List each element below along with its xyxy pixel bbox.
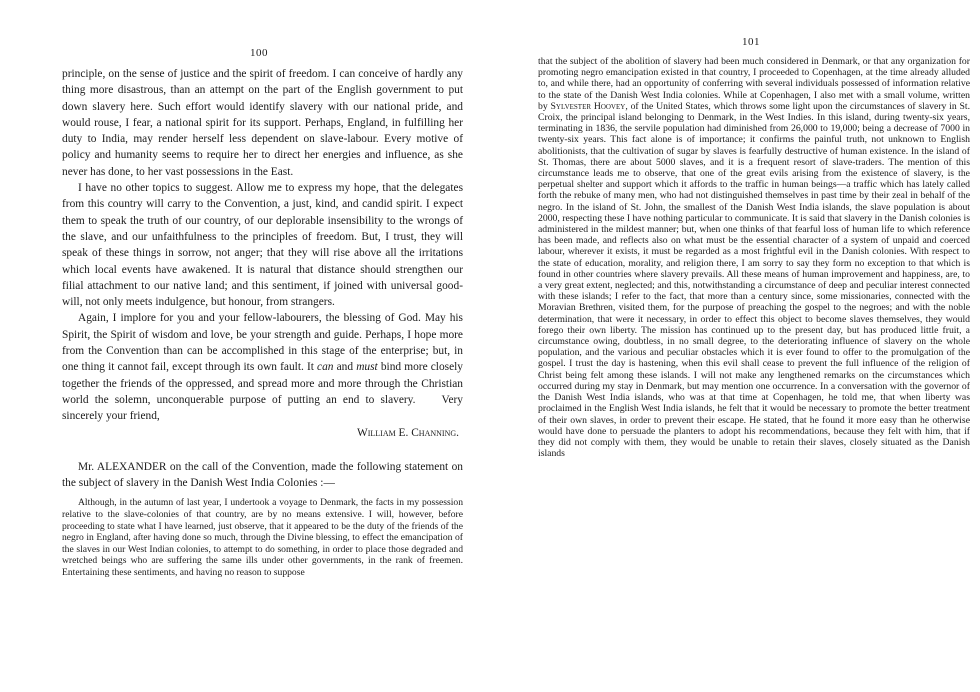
intro-paragraph: [62, 459, 463, 492]
signature-block: [62, 425, 463, 441]
emphasis-must: must: [356, 361, 378, 374]
page-number-right: 101: [742, 36, 760, 48]
left-column: [62, 66, 463, 579]
statement-text: Although, in the autumn of last year, I undertook a voyage to Denmark, the facts in my possession relative to the slave-colonies of that country, are by no means extensive. I will, however, before proceeding to state what I have learned, just observe, that it appeared to be the duty of the friends of the negro in England, after having done so much, through the Divine blessing, to effect the emancipation of the slaves in our West Indian colonies, to attempt to do something, in order to place those degraded and wretched beings who are suffering the same ills under other governments, in the rank of freemen. Entertaining these sentiments, and having no reason to suppose: [62, 497, 463, 578]
signature-name: William E. Channing.: [356, 426, 459, 439]
statement-text-b: of the United States, which throws some light upon the circumstances of slavery in St. Croix, the principal island belonging to Denmark, in the West Indies. In this island, during twenty-six years, terminating in 1836, the servile population had diminished from 26,000 to 19,000; being a decrease of 7000 in twenty-six years. This fact alone is of importance; it confirms the painful truth, not unknown to English abolitionists, that the cultivation of sugar by slaves is fearfully destructive of human existence. In the island of St. Thomas, there are about 5000 slaves, and it is a frequent resort of slave-traders. The mention of this circumstance leads me to observe, that one of the great evils arising from the existence of slavery, is the perpetual shelter and support which it affords to the traffic in human beings—a traffic which has lately called forth the rebuke of many men, who had not distinguished themselves in past time by their zeal in behalf of the negro. In the island of St. John, the smallest of the Danish West India islands, the slave population is about 2000, respecting these I have nothing particular to communicate. It is said that slavery in the Danish colonies is administered in the mildest manner; but, when one thinks of that fearful loss of human life to which reference has been made, and reflects also on what must be the essential character of a system of unpaid and coerced labour, wherever it exists, it must be regarded as a most frightful evil in the Danish colonies. With respect to the state of education, morality, and religion there, I am sorry to say they form no exception to that which is found in other countries where slavery prevails. All these means of human improvement and happiness, are, to a very great extent, neglected; and this, notwithstanding a circumstance of deep and peculiar interest connected with these islands; I refer to the fact, that more than a century since, some missionaries, connected with the Moravian Brethren, visited them, for the purpose of preaching the gospel to the negroes; and with the noble determination, that were it necessary, in order to effect this object to become slaves themselves, they would forego their own liberty. The mission has continued up to the present day, but has produced little fruit, a circumstance owing, doubtless, in no small degree, to the deteriorating influence of slavery on the whole population, and the various and peculiar obstacles which it is ever found to offer to the promulgation of the gospel. I trust the day is hastening, when this evil shall cease to prevent the full influence of the religion of Christ being felt among these islands. I will not make any lengthened remarks on the circumstances which occurred during my stay in Denmark, but may mention one occurrence. In a conversation with the governor of the Danish West India islands, who was at that time at Copenhagen, he told me, that when liberty was proclaimed in the English West India islands, he felt that it would be necessary to promote the better treatment of their own slaves, in order to prevent their escape. He stated, that he found it more easy than he otherwise would have done to persuade the planters to adopt his recommendations, because they felt with him, that if they did not comply with them, they would be unable to retain their slaves, closely situated as the Danish islands: [538, 100, 971, 460]
blessing-and: and: [336, 361, 354, 374]
author-name: Sylvester Hoovey,: [550, 100, 628, 112]
emphasis-can: can: [317, 361, 334, 374]
statement-continued: [538, 56, 970, 459]
paragraph-delegates: I have no other topics to suggest. Allow me to express my hope, that the delegates from this country will carry to the Convention, a just, kind, and candid spirit. I expect them to speak the truth of our country, of our deplorable insensibility to the wrongs of the slave, and our unfaithfulness to the principles of freedom. But, I trust, they will speak of these things in sorrow, not anger; that they will rise above all the irritations which local events have awakened. It is natural that distance should strengthen our filial attachment to our native land; and this sentiment, if joined with universal good-will, not only meets indulgence, but honour, from strangers.: [62, 182, 463, 309]
right-column: [538, 56, 970, 459]
letter-closing: Very sincerely your friend,: [62, 393, 463, 423]
speaker-name: Mr. ALEXANDER: [78, 460, 167, 473]
blessing-text-a: Again, I implore for you and your fellow-labourers, the blessing of God. May his Spirit, the Spirit of wisdom and love, be your strength and guide. Perhaps, I hope more from the Convention than can be accomplished in this stage of the enterprise; but, in one thing it cannot fail, except through its own fault. It: [62, 312, 463, 374]
page-number-left: 100: [250, 47, 268, 59]
statement-text-a: that the subject of the abolition of slavery had been much considered in Denmark, or that any organization for promoting negro emancipation existed in that country, I proceeded to Copenhagen, at the time already alluded to, and while there, had an opportunity of conferring with several individuals possessed of information relative to the state of the Danish West India colonies. While at Copenhagen, I also met with a small volume, written by: [538, 56, 970, 112]
blessing-text-b: bind more closely together the friends of the oppressed, and spread more and more through the Christian world the solemn, unconquerable purpose of putting an end to slavery.: [62, 361, 464, 406]
intro-text: on the call of the Convention, made the following statement on the subject of slavery in the Danish West India Colonies :—: [62, 460, 463, 490]
paragraph-blessing: [62, 310, 463, 424]
paragraph-continued: principle, on the sense of justice and the spirit of freedom. I can conceive of hardly any thing more disastrous, than an attempt on the part of the English government to put down slavery here. Such effort would identify slavery with our national pride, and would rouse, I fear, a national spirit for its support. Perhaps, England, in fulfilling her duty to India, may render herself less dependent on slave-labour. Every motive of policy and humanity seems to require her to direct her energies and influence, as she never has done, to her vast possessions in the East.: [62, 68, 463, 178]
